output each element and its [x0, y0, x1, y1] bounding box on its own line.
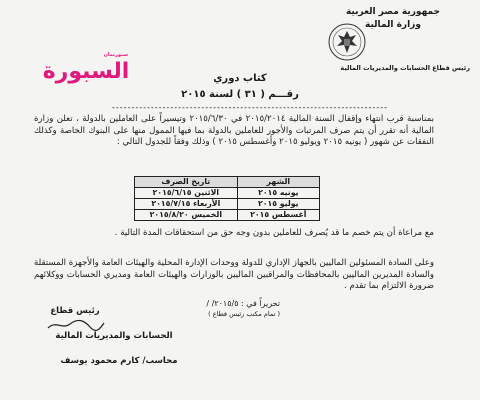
month-cell: يوليو ٢٠١٥: [237, 199, 319, 210]
paragraph-intro: بمناسبة قرب انتهاء وإقفال السنة المالية ٢٠١٥/٢٠١٤ في ٢٠١٥/٦/٣٠ وتيسيراً على العاملين بالدولة ، تعلن وزارة المالية أنه تقرر أن يتم صرف المرتبات والأجور للعاملين بالدولة بما فيها الممول منها على البنوك الخاصة وكذلك النفقات عن شهور ( يونيه ٢٠١٥ ويوليو ٢٠١٥ وأغسطس ٢٠١٥ ) وذلك وفقاً للجدول التالي :: [34, 114, 434, 147]
date-cell: الخميس ٢٠١٥/٨/٢٠: [135, 210, 238, 221]
signatory-name: محاسب/ كارم محمود يوسف: [60, 356, 178, 366]
table-row: [135, 199, 320, 210]
column-header-month: الشهر: [237, 177, 319, 188]
country-name: جمهورية مصر العربية: [345, 7, 441, 17]
eagle-emblem-icon: [327, 22, 367, 62]
ministry-name: وزارة المالية: [365, 20, 421, 30]
date-cell: الأربعاء ٢٠١٥/٧/١٥: [135, 199, 238, 210]
date-cell: الاثنين ٢٠١٥/٦/١٥: [135, 188, 238, 199]
issue-date: تحريراً في : ٢٠١٥/٥/ /: [206, 299, 280, 308]
sector-office: رئيس قطاع الحسابات والمديريات المالية: [340, 64, 470, 72]
signature-title: رئيس قطاع: [50, 306, 100, 316]
letter-number: رقـــم ( ٣١ ) لسنة ٢٠١٥: [181, 89, 299, 100]
handwritten-signature-icon: [40, 318, 110, 332]
logo-wordmark: السبورة: [42, 59, 130, 84]
paragraph-instructions: وعلى السادة المسئولين الماليين بالجهاز الإداري للدولة ووحدات الإدارة المحلية والهيئات العامة والأجهزة المستقلة والسادة المديرين الماليين بالمحافظات والمراقبين الماليين بالوزارات والهيئات العامة ومديري الحسابات ووكلائهم ضرورة الالتزام بما تقدم .: [34, 258, 434, 291]
table-row: [135, 188, 320, 199]
table-row: [135, 210, 320, 221]
column-header-date: تاريخ الصرف: [135, 177, 238, 188]
month-cell: أغسطس ٢٠١٥: [237, 210, 319, 221]
table-header-row: [135, 177, 320, 188]
payment-schedule-table: [134, 176, 320, 221]
issue-date-note: ( تمام مكتب رئيس قطاع ): [208, 310, 280, 318]
paragraph-deduction: مع مراعاة أن يتم خصم ما قد يُصرف للعاملين بدون وجه حق من استحقاقات المدة التالية .: [114, 228, 434, 238]
month-cell: يونيه ٢٠١٥: [237, 188, 319, 199]
letter-title: كتاب دوري: [213, 73, 267, 84]
separator-line: -----------------------------------------------------------------------: [112, 103, 388, 112]
signature-department: الحسابات والمديريات المالية: [55, 331, 173, 341]
site-logo: [42, 52, 130, 88]
logo-tagline: سبورتمان: [103, 52, 128, 58]
